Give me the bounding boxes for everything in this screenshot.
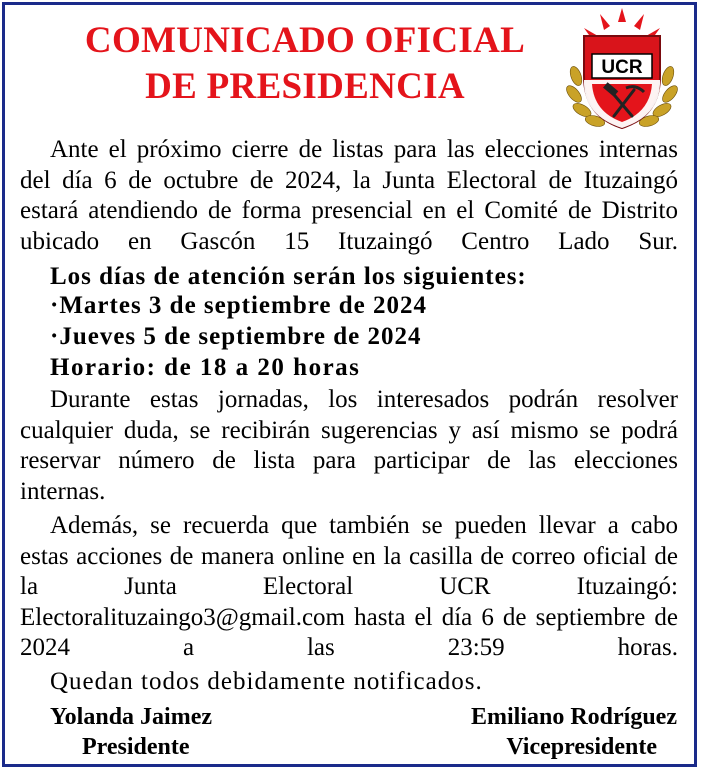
closing-line: Quedan todos debidamente notificados. bbox=[50, 668, 483, 695]
signature-left-name: Yolanda Jaimez bbox=[50, 704, 212, 730]
signature-right-role: Vicepresidente bbox=[506, 734, 657, 760]
day-item-1: ·Martes 3 de septiembre de 2024 bbox=[50, 292, 427, 319]
days-heading: Los días de atención serán los siguientes: bbox=[50, 263, 527, 290]
title-line-2: DE PRESIDENCIA bbox=[145, 66, 465, 107]
day-item-2: ·Jueves 5 de septiembre de 2024 bbox=[50, 323, 422, 350]
paragraph-2: Durante estas jornadas, los interesados podrán resolver cualquier duda, se recibirán sugerencias y así mismo se podrá reservar número de lista para participar de las elecciones internas. bbox=[20, 386, 678, 505]
page-title bbox=[40, 18, 570, 110]
title-line-1: COMUNICADO OFICIAL bbox=[84, 20, 526, 61]
logo-text: UCR bbox=[601, 57, 643, 78]
paragraph-1: Ante el próximo cierre de listas para las elecciones internas del día 6 de octubre de 2024, la Junta Electoral de Ituzaingó estará atendiendo de forma presencial en el Comité de Distrito ubicado en Gascón 15 Ituzaingó Centro Lado Sur. bbox=[20, 136, 678, 255]
signature-left-role: Presidente bbox=[82, 734, 190, 760]
paragraph-3: Además, se recuerda que también se pueden llevar a cabo estas acciones de manera online en la casilla de correo oficial de la Junta Electoral UCR Ituzaingó: Electoralituzaingo3@gmail.com hasta el día 6 de septiembre de 2024 a las 23:59 horas. bbox=[20, 512, 678, 662]
schedule-line: Horario: de 18 a 20 horas bbox=[50, 354, 361, 381]
signature-right-name: Emiliano Rodríguez bbox=[470, 704, 677, 730]
ucr-emblem-icon bbox=[562, 6, 682, 134]
